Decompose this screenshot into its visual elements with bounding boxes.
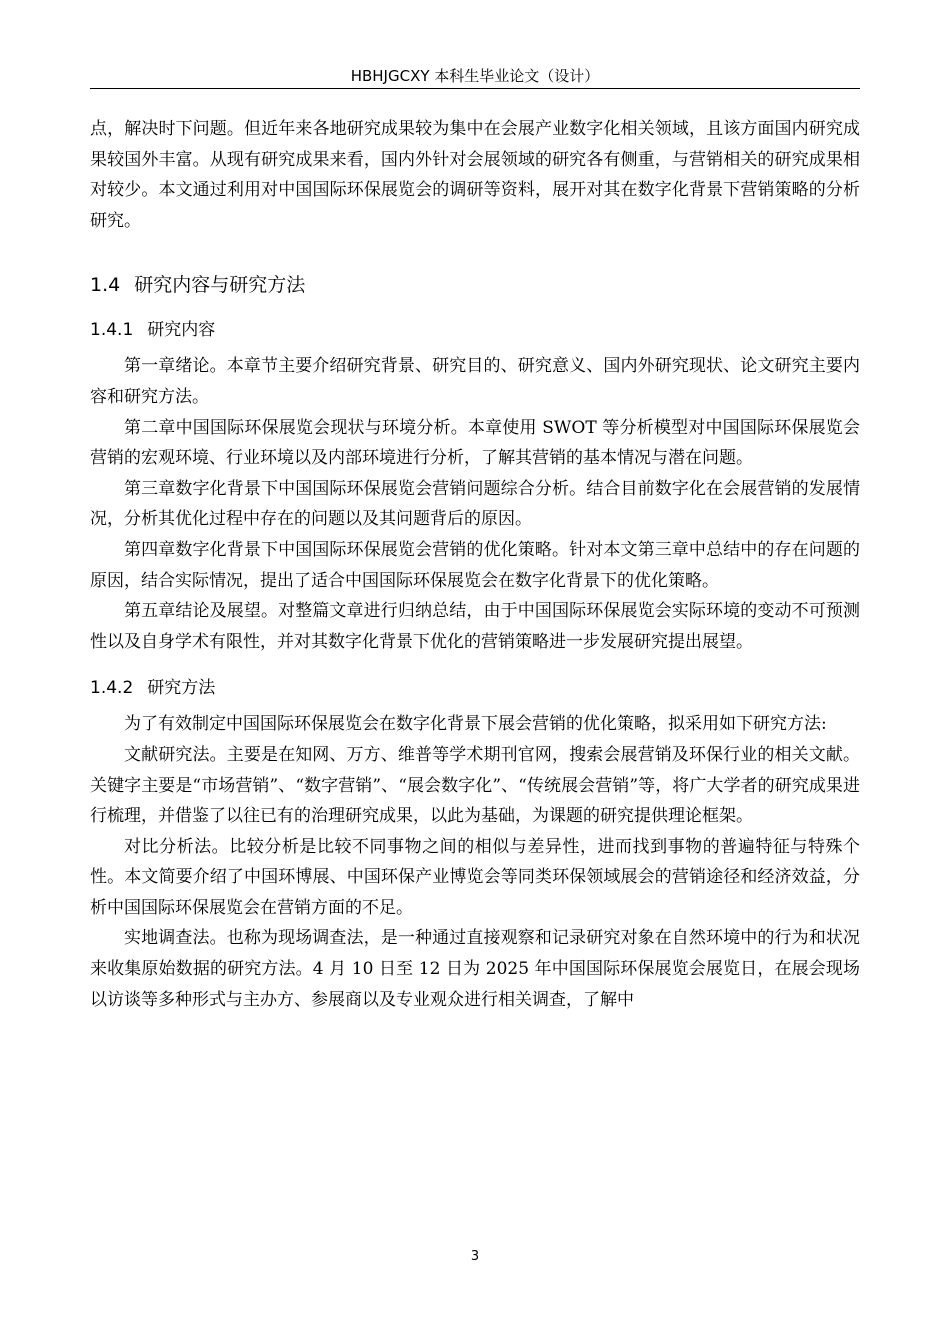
paragraph-methods-intro: 为了有效制定中国国际环保展览会在数字化背景下展会营销的优化策略，拟采用如下研究方法: <box>124 714 827 735</box>
subsection-number: 1.4.1 <box>90 320 134 341</box>
paragraph-field-survey-method: 实地调查法。也称为现场调查法，是一种通过直接观察和记录研究对象在自然环境中的行为和状况来收集原始数据的研究方法。4 月 10 日至 12 日为 2025 年中国国际环保展览会展览日，在展会现场以访谈等多种形式与主办方、参展商以及专业观众进行相关调查，了解中 <box>90 928 860 1010</box>
subsection-title: 研究内容 <box>147 320 216 341</box>
paragraph-chapter-3: 第三章数字化背景下中国国际环保展览会营销问题综合分析。结合目前数字化在会展营销的发展情况，分析其优化过程中存在的问题以及其问题背后的原因。 <box>90 478 860 530</box>
subsection-heading-1-4-1 <box>90 317 860 343</box>
section-title: 研究内容与研究方法 <box>134 274 306 297</box>
paragraph-intro: 点，解决时下问题。但近年来各地研究成果较为集中在会展产业数字化相关领域，且该方面国内研究成果较国外丰富。从现有研究成果来看，国内外针对会展领域的研究各有侧重，与营销相关的研究成果相对较少。本文通过利用对中国国际环保展览会的调研等资料，展开对其在数字化背景下营销策略的分析研究。 <box>90 119 860 231</box>
paragraph-literature-method: 文献研究法。主要是在知网、万方、维普等学术期刊官网，搜索会展营销及环保行业的相关文献。关键字主要是“市场营销”、“数字营销”、“展会数字化”、“传统展会营销”等，将广大学者的研究成果进行梳理，并借鉴了以往已有的治理研究成果，以此为基础，为课题的研究提供理论框架。 <box>90 744 860 827</box>
body-content <box>90 114 860 1015</box>
subsection-heading-1-4-2 <box>90 675 860 701</box>
subsection-number: 1.4.2 <box>90 678 134 699</box>
paragraph-chapter-1: 第一章绪论。本章节主要介绍研究背景、研究目的、研究意义、国内外研究现状、论文研究主要内容和研究方法。 <box>90 356 860 407</box>
paragraph-chapter-5: 第五章结论及展望。对整篇文章进行归纳总结，由于中国国际环保展览会实际环境的变动不可预测性以及自身学术有限性，并对其数字化背景下优化的营销策略进一步发展研究提出展望。 <box>90 601 860 652</box>
section-number: 1.4 <box>90 274 121 297</box>
subsection-title: 研究方法 <box>147 678 216 699</box>
section-heading-1-4 <box>90 271 860 299</box>
paragraph-comparative-method: 对比分析法。比较分析是比较不同事物之间的相似与差异性，进而找到事物的普遍特征与特殊个性。本文简要介绍了中国环博展、中国环保产业博览会等同类环保领域展会的营销途径和经济效益，分析中国国际环保展览会在营销方面的不足。 <box>90 836 860 918</box>
paragraph-chapter-2: 第二章中国国际环保展览会现状与环境分析。本章使用 SWOT 等分析模型对中国国际环保展览会营销的宏观环境、行业环境以及内部环境进行分析，了解其营销的基本情况与潜在问题。 <box>90 417 860 469</box>
running-header: HBHJGCXY 本科生毕业论文（设计） <box>90 64 860 89</box>
paragraph-chapter-4: 第四章数字化背景下中国国际环保展览会营销的优化策略。针对本文第三章中总结中的存在问题的原因，结合实际情况，提出了适合中国国际环保展览会在数字化背景下的优化策略。 <box>90 539 860 591</box>
page-number: 3 <box>470 1249 480 1264</box>
